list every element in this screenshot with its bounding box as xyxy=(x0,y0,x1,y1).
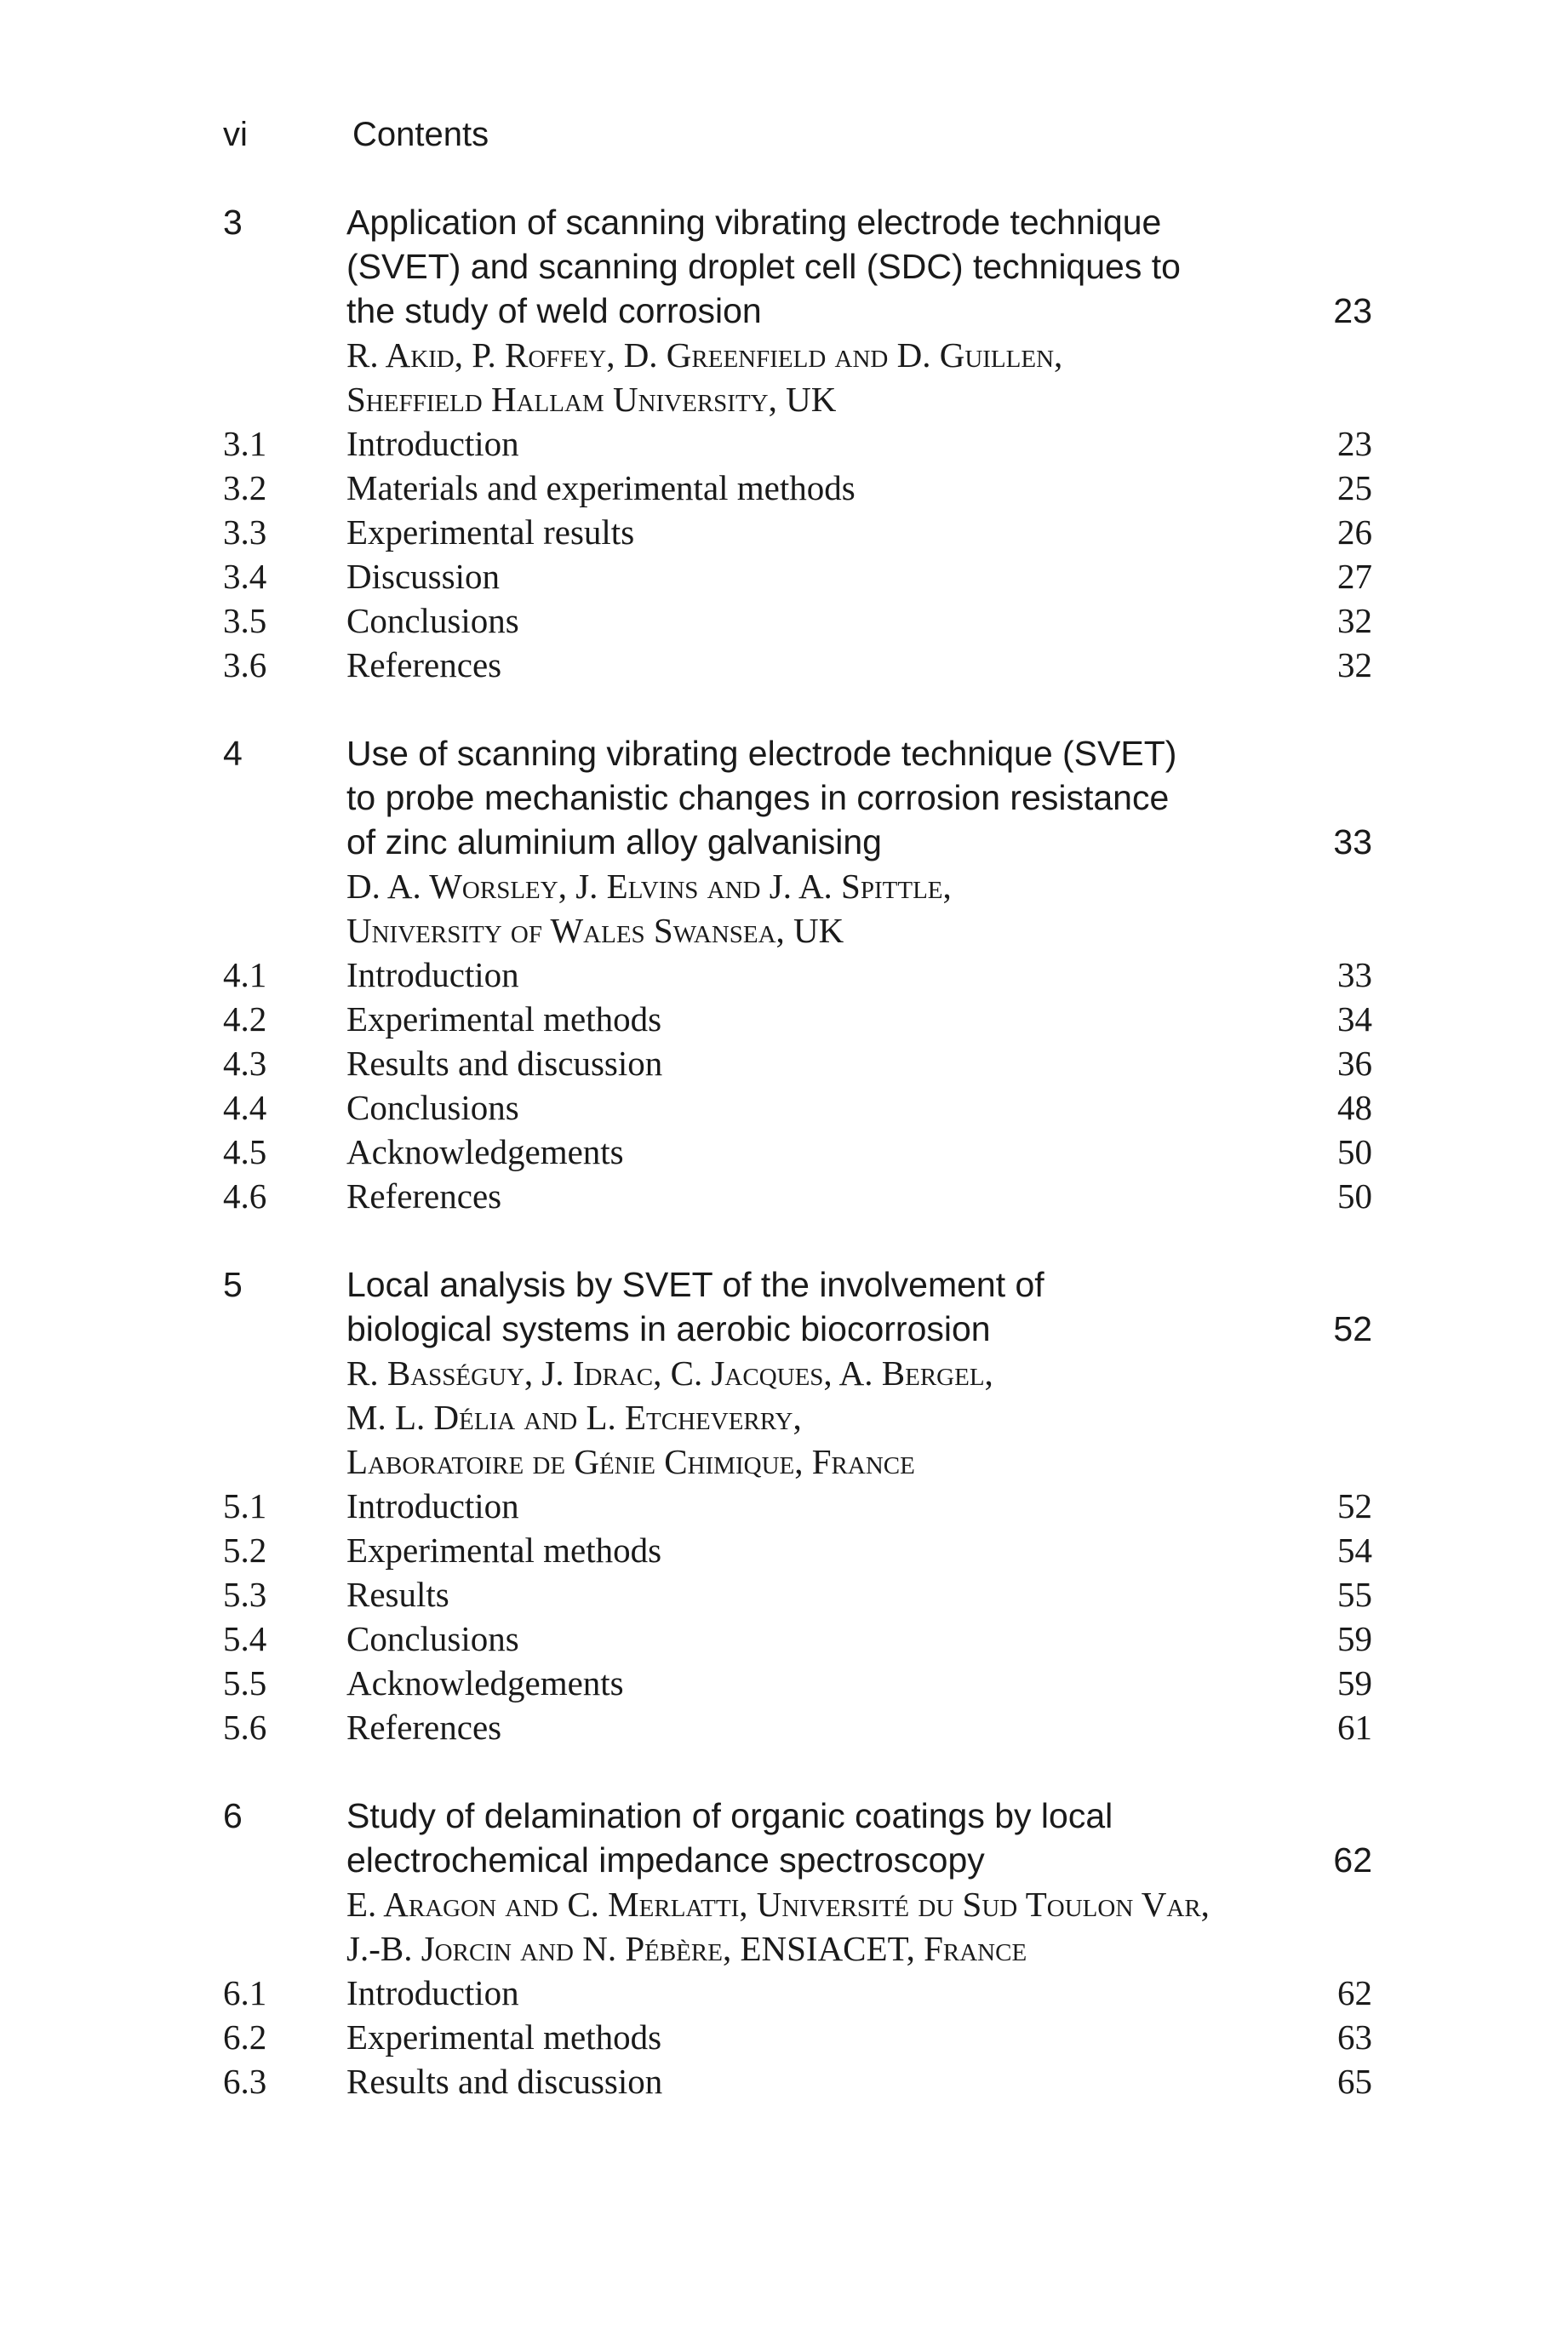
chapter-page: 33 xyxy=(1333,822,1372,861)
chapter-title-line xyxy=(223,1307,1372,1351)
section-number: 5.3 xyxy=(223,1575,267,1614)
chapter-authors: E. Aragon and C. Merlatti, Université du Sud Toulon Var, xyxy=(346,1885,1210,1924)
section-title: Experimental results xyxy=(346,512,635,552)
section-page: 36 xyxy=(1337,1044,1372,1083)
chapter-block xyxy=(223,200,1372,687)
section-number: 3.2 xyxy=(223,468,267,507)
section-row xyxy=(223,421,1372,466)
chapter-authors: D. A. Worsley, J. Elvins and J. A. Spittle, xyxy=(346,867,952,906)
section-page: 62 xyxy=(1337,1973,1372,2012)
chapter-title-line xyxy=(223,1262,1372,1307)
section-title: References xyxy=(346,1176,502,1216)
chapter-title-line xyxy=(223,731,1372,775)
section-row xyxy=(223,997,1372,1041)
section-page: 50 xyxy=(1337,1176,1372,1216)
section-page: 52 xyxy=(1337,1486,1372,1525)
section-row xyxy=(223,1130,1372,1174)
section-number: 5.4 xyxy=(223,1619,267,1658)
section-page: 54 xyxy=(1337,1531,1372,1570)
section-number: 5.1 xyxy=(223,1486,267,1525)
section-number: 5.6 xyxy=(223,1708,267,1747)
chapter-title-line xyxy=(223,1794,1372,1838)
section-title: Acknowledgements xyxy=(346,1132,624,1171)
section-number: 4.1 xyxy=(223,955,267,994)
section-number: 4.6 xyxy=(223,1176,267,1216)
section-title: Introduction xyxy=(346,424,519,463)
section-row xyxy=(223,2059,1372,2103)
section-row xyxy=(223,953,1372,997)
section-page: 63 xyxy=(1337,2017,1372,2057)
authors-line xyxy=(223,1439,1372,1484)
table-of-contents xyxy=(223,200,1372,2148)
chapter-title-line xyxy=(223,820,1372,864)
section-row xyxy=(223,1174,1372,1218)
chapter-authors: J.-B. Jorcin and N. Pébère, ENSIACET, France xyxy=(346,1929,1027,1968)
section-page: 50 xyxy=(1337,1132,1372,1171)
section-row xyxy=(223,643,1372,687)
section-page: 33 xyxy=(1337,955,1372,994)
chapter-title: to probe mechanistic changes in corrosion resistance xyxy=(346,778,1170,817)
chapter-authors: University of Wales Swansea, UK xyxy=(346,911,844,950)
section-number: 5.2 xyxy=(223,1531,267,1570)
section-title: Discussion xyxy=(346,557,500,596)
section-page: 55 xyxy=(1337,1575,1372,1614)
chapter-title-line xyxy=(223,775,1372,820)
chapter-title-line xyxy=(223,1838,1372,1882)
section-row xyxy=(223,1661,1372,1705)
section-row xyxy=(223,1484,1372,1528)
chapter-block xyxy=(223,1794,1372,2103)
chapter-block xyxy=(223,731,1372,1218)
section-title: Acknowledgements xyxy=(346,1663,624,1702)
section-number: 4.2 xyxy=(223,999,267,1039)
section-number: 4.5 xyxy=(223,1132,267,1171)
page-number: vi xyxy=(223,116,248,153)
chapter-title: electrochemical impedance spectroscopy xyxy=(346,1840,985,1880)
authors-line xyxy=(223,1882,1372,1926)
chapter-authors: R. Akid, P. Roffey, D. Greenfield and D. Guillen, xyxy=(346,335,1063,375)
section-number: 6.1 xyxy=(223,1973,267,2012)
section-row xyxy=(223,1041,1372,1085)
section-page: 27 xyxy=(1337,557,1372,596)
section-title: Introduction xyxy=(346,1973,519,2012)
chapter-number: 3 xyxy=(223,203,243,242)
authors-line xyxy=(223,1926,1372,1971)
section-title: Results xyxy=(346,1575,449,1614)
section-page: 61 xyxy=(1337,1708,1372,1747)
section-title: Materials and experimental methods xyxy=(346,468,856,507)
authors-line xyxy=(223,1351,1372,1395)
section-number: 3.3 xyxy=(223,512,267,552)
chapter-page: 52 xyxy=(1333,1309,1372,1348)
section-page: 34 xyxy=(1337,999,1372,1039)
section-number: 3.4 xyxy=(223,557,267,596)
chapter-title: biological systems in aerobic biocorrosion xyxy=(346,1309,991,1348)
chapter-authors: Sheffield Hallam University, UK xyxy=(346,380,837,419)
chapter-title: Application of scanning vibrating electrode technique xyxy=(346,203,1162,242)
section-title: References xyxy=(346,1708,502,1747)
chapter-page: 23 xyxy=(1333,291,1372,330)
section-row xyxy=(223,554,1372,598)
chapter-authors: R. Basséguy, J. Idrac, C. Jacques, A. Bergel, xyxy=(346,1353,993,1393)
chapter-block xyxy=(223,1262,1372,1749)
section-row xyxy=(223,466,1372,510)
section-page: 32 xyxy=(1337,601,1372,640)
chapter-number: 5 xyxy=(223,1265,243,1304)
section-number: 6.2 xyxy=(223,2017,267,2057)
chapter-title: of zinc aluminium alloy galvanising xyxy=(346,822,882,861)
section-title: Results and discussion xyxy=(346,2062,663,2101)
chapter-title: Study of delamination of organic coatings by local xyxy=(346,1796,1113,1835)
section-number: 5.5 xyxy=(223,1663,267,1702)
section-page: 65 xyxy=(1337,2062,1372,2101)
section-title: Experimental methods xyxy=(346,1531,662,1570)
chapter-title: the study of weld corrosion xyxy=(346,291,762,330)
section-title: Introduction xyxy=(346,955,519,994)
chapter-authors: Laboratoire de Génie Chimique, France xyxy=(346,1442,915,1481)
chapter-title: (SVET) and scanning droplet cell (SDC) techniques to xyxy=(346,247,1181,286)
chapter-authors: M. L. Délia and L. Etcheverry, xyxy=(346,1398,802,1437)
section-title: Experimental methods xyxy=(346,999,662,1039)
section-page: 25 xyxy=(1337,468,1372,507)
section-page: 26 xyxy=(1337,512,1372,552)
authors-line xyxy=(223,908,1372,953)
authors-line xyxy=(223,864,1372,908)
section-title: Conclusions xyxy=(346,1088,519,1127)
authors-line xyxy=(223,377,1372,421)
section-title: Conclusions xyxy=(346,1619,519,1658)
section-page: 32 xyxy=(1337,645,1372,684)
section-number: 3.6 xyxy=(223,645,267,684)
section-row xyxy=(223,2015,1372,2059)
section-title: Conclusions xyxy=(346,601,519,640)
section-row xyxy=(223,1528,1372,1572)
section-page: 23 xyxy=(1337,424,1372,463)
section-page: 59 xyxy=(1337,1663,1372,1702)
chapter-title-line xyxy=(223,289,1372,333)
chapter-page: 62 xyxy=(1333,1840,1372,1880)
chapter-title-line xyxy=(223,244,1372,289)
chapter-number: 4 xyxy=(223,734,243,773)
section-row xyxy=(223,1085,1372,1130)
section-row xyxy=(223,1572,1372,1617)
section-number: 6.3 xyxy=(223,2062,267,2101)
chapter-title: Use of scanning vibrating electrode technique (SVET) xyxy=(346,734,1177,773)
chapter-number: 6 xyxy=(223,1796,243,1835)
section-row xyxy=(223,510,1372,554)
section-title: Experimental methods xyxy=(346,2017,662,2057)
section-row xyxy=(223,1971,1372,2015)
section-number: 3.1 xyxy=(223,424,267,463)
section-title: Introduction xyxy=(346,1486,519,1525)
section-row xyxy=(223,1617,1372,1661)
chapter-title-line xyxy=(223,200,1372,244)
section-title: Results and discussion xyxy=(346,1044,663,1083)
chapter-title: Local analysis by SVET of the involvement of xyxy=(346,1265,1044,1304)
section-number: 4.3 xyxy=(223,1044,267,1083)
section-number: 3.5 xyxy=(223,601,267,640)
running-title: Contents xyxy=(352,116,489,153)
section-page: 59 xyxy=(1337,1619,1372,1658)
authors-line xyxy=(223,1395,1372,1439)
authors-line xyxy=(223,333,1372,377)
section-page: 48 xyxy=(1337,1088,1372,1127)
section-title: References xyxy=(346,645,502,684)
section-number: 4.4 xyxy=(223,1088,267,1127)
section-row xyxy=(223,1705,1372,1749)
section-row xyxy=(223,598,1372,643)
